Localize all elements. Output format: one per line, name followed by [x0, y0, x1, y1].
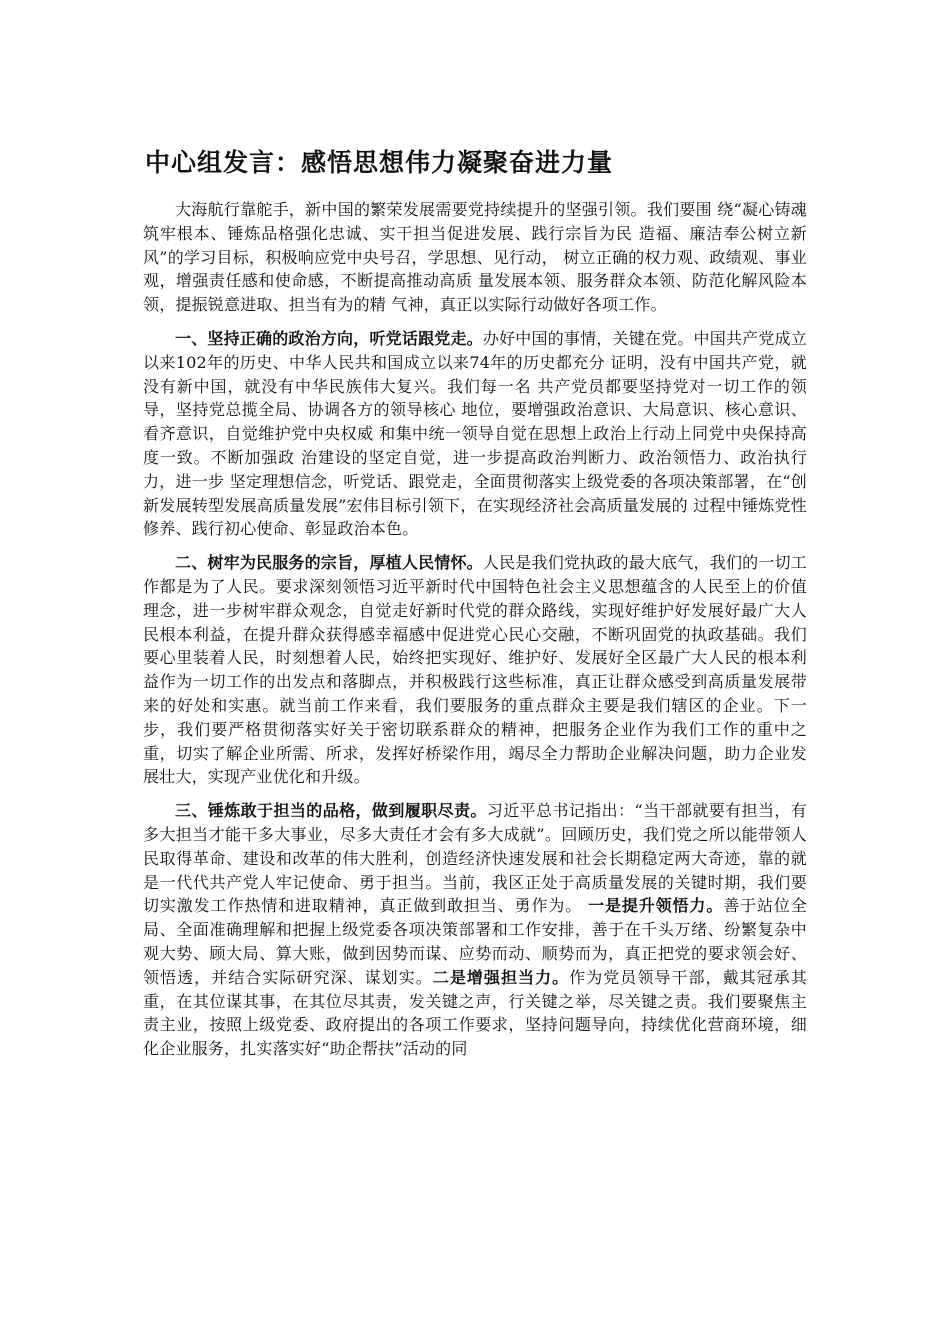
section-3-text-b: 善于站位全局、全面准确理解和把握上级党委各项决策部署和工作安排，善于在千头万绪、纷繁复杂中观大势、顾大局、算大账，做到因势而谋、应势而动、顺势而为，真正把党的要求领会好、领悟透，并结合实际研究深、谋划实。	[143, 896, 807, 987]
section-1-paragraph	[143, 327, 807, 541]
section-2-heading: 二、树牢为民服务的宗旨，厚植人民情怀。	[175, 553, 483, 573]
section-2-text: 人民是我们党执政的最大底气，我们的一切工作都是为了人民。要求深刻领悟习近平新时代中国特色社会主义思想蕴含的人民至上的价值理念，进一步树牢群众观念，自觉走好新时代党的群众路线，实现好维护好发展好最广大人民根本利益，在提升群众获得感幸福感中促进党心民心交融，不断巩固党的执政基础。我们要心里装着人民，时刻想着人民，始终把实现好、维护好、发展好全区最广大人民的根本利益作为一切工作的出发点和落脚点，并积极践行这些标准，真正让群众感受到高质量发展带来的好处和实惠。就当前工作来看，我们要服务的重点群众主要是我们辖区的企业。下一步，我们要严格贯彻落实好关于密切联系群众的精神，把服务企业作为我们工作的重中之重，切实了解企业所需、所求，发挥好桥梁作用，竭尽全力帮助企业解决问题，助力企业发展壮大，实现产业优化和升级。	[143, 553, 807, 787]
section-3-text-c: 作为党员领导干部，戴其冠承其重，在其位谋其事，在其位尽其责，发关键之声，行关键之举，尽关键之责。我们要聚焦主责主业，按照上级党委、政府提出的各项工作要求，坚持问题导向，持续优化营商环境，细化企业服务，扎实落实好“助企帮扶”活动的同	[143, 967, 807, 1059]
section-3-heading: 三、锤炼敢于担当的品格，做到履职尽责。	[175, 801, 487, 821]
section-3-text-a: 习近平总书记指出：“当干部就要有担当，有多大担当才能干多大事业，尽多大责任才会有多大成就”。回顾历史，我们党之所以能带领人民取得革命、建设和改革的伟大胜利，创造经济快速发展和社会长期稳定两大奇迹，靠的就是一代代共产党人牢记使命、勇于担当。当前，我区正处于高质量发展的关键时期，我们要切实激发工作热情和进取精神，真正做到敢担当、勇作为。	[143, 801, 807, 916]
document-title: 中心组发言：感悟思想伟力凝聚奋进力量	[145, 148, 614, 177]
document-body	[143, 198, 807, 1071]
section-3-point-1-heading: 一是提升领悟力。	[588, 896, 724, 916]
section-3-point-2-heading: 二是增强担当力。	[432, 967, 570, 987]
section-2-paragraph	[143, 551, 807, 789]
intro-paragraph: 大海航行靠舵手，新中国的繁荣发展需要党持续提升的坚强引领。我们要围 绕“凝心铸魂筑牢根本、锤炼品格强化忠诚、实干担当促进发展、践行宗旨为民 造福、廉洁奉公树立新风”的学习目标，积极响应党中央号召，学思想、见行动， 树立正确的权力观、政绩观、事业观，增强责任感和使命感，不断提高推动高质 量发展本领、服务群众本领、防范化解风险本领，提振锐意进取、担当有为的精 气神，真正以实际行动做好各项工作。	[143, 200, 807, 315]
section-3-paragraph	[143, 799, 807, 1061]
section-1-text: 办好中国的事情，关键在党。中国共产党成立以来102年的历史、中华人民共和国成立以来74年的历史都充分 证明，没有中国共产党，就没有新中国，就没有中华民族伟大复兴。我们每一名 共产党员都要坚持党对一切工作的领导，坚持党总揽全局、协调各方的领导核心 地位，要增强政治意识、大局意识、核心意识、看齐意识，自觉维护党中央权威 和集中统一领导自觉在思想上政治上行动上同党中央保持高度一致。不断加强政 治建设的坚定自觉，进一步提高政治判断力、政治领悟力、政治执行力，进一步 坚定理想信念，听党话、跟党走，全面贯彻落实上级党委的各项决策部署，在“创 新发展转型发展高质量发展”宏伟目标引领下，在实现经济社会高质量发展的 过程中锤炼党性修养、践行初心使命、彰显政治本色。	[143, 328, 807, 539]
section-1-heading: 一、坚持正确的政治方向，听党话跟党走。	[175, 328, 483, 348]
